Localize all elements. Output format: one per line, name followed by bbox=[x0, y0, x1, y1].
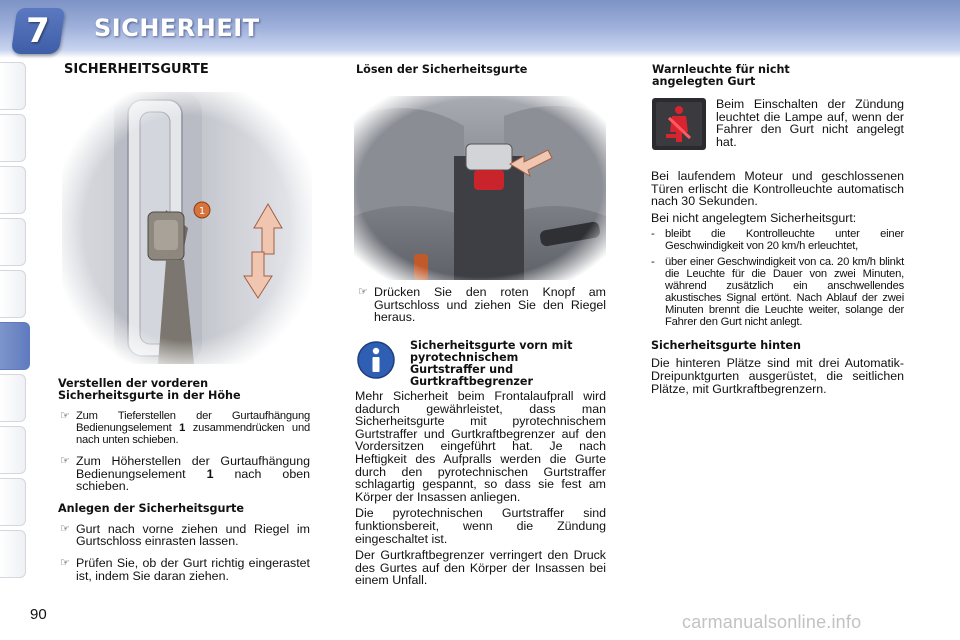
pyro-paragraph-2: Die pyrotechnischen Gurtstraffer sind funktionsbereit, wenn die Zündung eingeschaltet ist. bbox=[355, 506, 606, 546]
pointing-hand-icon: ☞ bbox=[358, 286, 368, 298]
pyro-paragraphs bbox=[355, 390, 606, 587]
page-number: 90 bbox=[30, 606, 47, 623]
warning-text: Beim Einschalten der Zündung leuchtet die Lampe auf, wenn der Fahrer den Gurt nicht angelegt hat. bbox=[716, 97, 904, 149]
seatbelt-height-adjuster-illustration bbox=[62, 92, 312, 364]
release-item: ☞ Drücken Sie den roten Knopf am Gurtschloss und ziehen Sie den Riegel heraus. bbox=[358, 285, 606, 325]
pointing-hand-icon: ☞ bbox=[60, 455, 70, 467]
chapter-number: 7 bbox=[26, 11, 50, 51]
fasten-heading: Anlegen der Sicherheitsgurte bbox=[58, 501, 244, 515]
info-icon bbox=[356, 340, 396, 380]
side-tab-9[interactable] bbox=[0, 478, 26, 526]
side-tab-1[interactable] bbox=[0, 62, 26, 110]
side-tab-2[interactable] bbox=[0, 114, 26, 162]
warning-paragraph-1: Bei laufendem Moteur und geschlossenen Türen erlischt die Kontrolleuchte automatisch nach 30 Sekunden. bbox=[651, 169, 904, 209]
warning-paragraph-2: Bei nicht angelegtem Sicherheitsgurt: bbox=[651, 210, 857, 225]
fasten-item-2: ☞ Prüfen Sie, ob der Gurt richtig eingerastet ist, indem Sie daran ziehen. bbox=[60, 555, 310, 583]
side-tab-4[interactable] bbox=[0, 218, 26, 266]
adjust-item-2: ☞ Zum Höherstellen der Gurtaufhängung Bedienungselement 1 nach oben schieben. bbox=[60, 454, 310, 494]
side-tab-6-active[interactable] bbox=[0, 322, 30, 370]
pointing-hand-icon: ☞ bbox=[60, 522, 70, 535]
side-tab-10[interactable] bbox=[0, 530, 26, 578]
rear-heading: Sicherheitsgurte hinten bbox=[651, 339, 801, 353]
release-heading: Lösen der Sicherheitsgurte bbox=[356, 63, 528, 76]
adjust-heading: Verstellen der vorderen Sicherheitsgurte in der Höhe bbox=[58, 377, 241, 402]
watermark: carmanualsonline.info bbox=[682, 612, 862, 632]
side-tab-5[interactable] bbox=[0, 270, 26, 318]
side-tab-8[interactable] bbox=[0, 426, 26, 474]
section-title: SICHERHEITSGURTE bbox=[64, 62, 209, 77]
dash-item-1: - bleibt die Kontrolleuchte unter einer Geschwindigkeit von 20 km/h erleuchtet, bbox=[651, 228, 904, 253]
seatbelt-warning-lamp-icon bbox=[652, 98, 706, 150]
header-fade bbox=[0, 50, 960, 58]
pointing-hand-icon: ☞ bbox=[60, 556, 70, 569]
right-column-text bbox=[651, 170, 904, 395]
seatbelt-buckle-release-illustration bbox=[354, 96, 606, 280]
pointing-hand-icon: ☞ bbox=[60, 410, 70, 422]
pyro-paragraph-3: Der Gurtkraftbegrenzer verringert den Druck des Gurtes auf den Körper der Insassen bei einem Unfall. bbox=[355, 548, 606, 588]
warning-heading: Warnleuchte für nicht angelegten Gurt bbox=[652, 63, 790, 88]
pyro-heading: Sicherheitsgurte vorn mit pyrotechnischem Gurtstraffer und Gurtkraftbegrenzer bbox=[410, 339, 573, 388]
rear-text: Die hinteren Plätze sind mit drei Automatik-Dreipunktgurten ausgerüstet, die seitlichen Plätze, mit Gurtkraftbegrenzern. bbox=[651, 356, 904, 396]
chapter-title: SICHERHEIT bbox=[94, 14, 260, 42]
chapter-side-tabs bbox=[0, 62, 30, 582]
side-tab-7[interactable] bbox=[0, 374, 26, 422]
fasten-item-1: ☞ Gurt nach vorne ziehen und Riegel im Gurtschloss einrasten lassen. bbox=[60, 521, 310, 549]
dash-item-2: - über einer Geschwindigkeit von ca. 20 km/h blinkt die Leuchte für die Dauer von zwei Minuten, während zusätzlich ein anschwellendes akustisches Signal ertönt. Nach Ablauf der zwei Minuten brennt die Leuchte weiter, solange der Fahrer den Gurt nicht anlegt. bbox=[651, 256, 904, 329]
left-column-text bbox=[58, 378, 310, 582]
middle-column-text bbox=[356, 286, 606, 324]
pyro-paragraph-1: Mehr Sicherheit beim Frontalaufprall wird dadurch gewährleistet, dass man Sicherheitsgurte mit pyrotechnischem Gurtstraffer und Gurtkraftbegrenzer auf den Vordersitzen eingeführt hat. Je nach Heftigkeit des Aufpralls werden die Gurte durch den pyrotechnischen Gurtstraffer schlagartig gespannt, so dass sie fest am Körper der Insassen anliegen. bbox=[355, 389, 606, 504]
adjust-item-1: ☞ Zum Tieferstellen der Gurtaufhängung Bedienungselement 1 zusammendrücken und nach unten schieben. bbox=[60, 410, 310, 446]
side-tab-3[interactable] bbox=[0, 166, 26, 214]
